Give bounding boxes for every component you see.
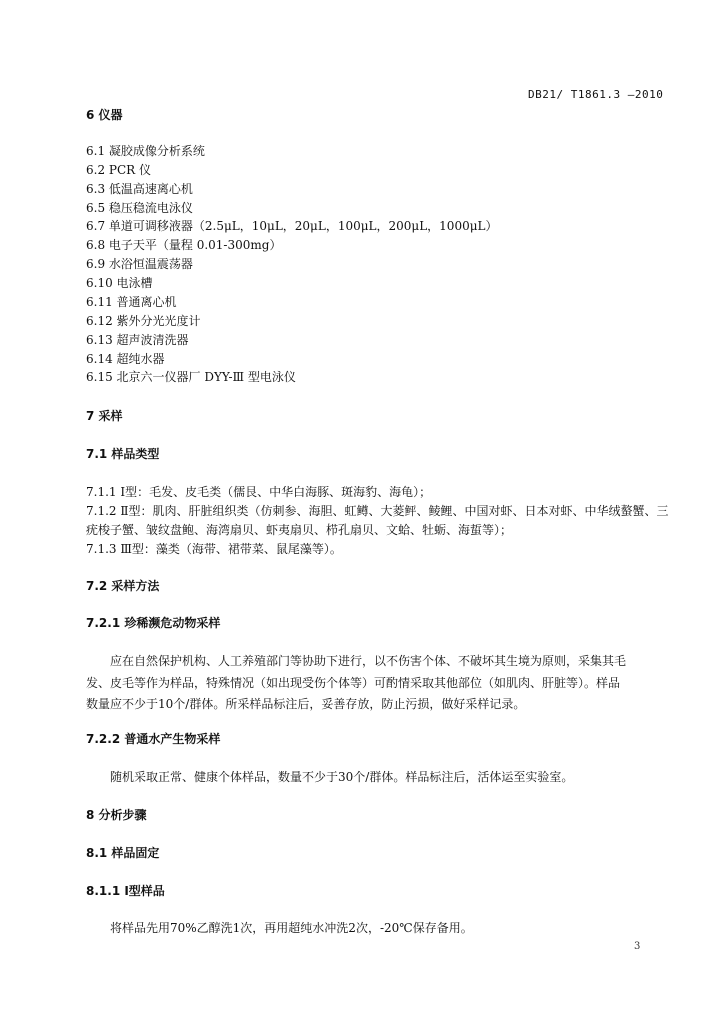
sample-type-line: 疣梭子蟹、皱纹盘鲍、海湾扇贝、虾夷扇贝、栉孔扇贝、文蛤、牡蛎、海蜇等）； bbox=[86, 523, 513, 537]
paragraph-line: 应在自然保护机构、人工养殖部门等协助下进行，以不伤害个体、不破坏其生境为原则，采集其毛 bbox=[110, 654, 627, 668]
instrument-item: 6.3 低温高速离心机 bbox=[86, 182, 193, 196]
sample-type-line: 7.1.1 Ⅰ型：毛发、皮毛类（儒艮、中华白海豚、斑海豹、海龟）； bbox=[86, 485, 432, 499]
section-7-2-1-heading: 7.2.1 珍稀濒危动物采样 bbox=[86, 616, 221, 630]
section-6-heading: 6 仪器 bbox=[86, 108, 123, 122]
document-code-header: DB21/ T1861.3 —2010 bbox=[528, 88, 664, 101]
page-number: 3 bbox=[634, 941, 641, 952]
section-7-1-heading: 7.1 样品类型 bbox=[86, 447, 160, 461]
instrument-item: 6.1 凝胶成像分析系统 bbox=[86, 144, 205, 158]
section-8-1-heading: 8.1 样品固定 bbox=[86, 846, 160, 860]
sample-type-line: 7.1.2 Ⅱ型：肌肉、肝脏组织类（仿刺参、海胆、虹鳟、大菱鲆、鲮鲤、中国对虾、日本对虾、中华绒螯蟹、三 bbox=[86, 504, 669, 518]
sample-type-line: 7.1.3 Ⅲ型：藻类（海带、裙带菜、鼠尾藻等）。 bbox=[86, 542, 342, 556]
instrument-item: 6.11 普通离心机 bbox=[86, 295, 177, 309]
paragraph-line: 发、皮毛等作为样品，特殊情况（如出现受伤个体等）可酌情采取其他部位（如肌肉、肝脏等）。样品 bbox=[86, 676, 621, 690]
instrument-item: 6.15 北京六一仪器厂 DYY-Ⅲ 型电泳仪 bbox=[86, 370, 296, 384]
paragraph-text: 将样品先用70%乙醇洗1次，再用超纯水冲洗2次，-20℃保存备用。 bbox=[110, 921, 473, 935]
instrument-item: 6.9 水浴恒温震荡器 bbox=[86, 257, 193, 271]
section-7-2-2-heading: 7.2.2 普通水产生物采样 bbox=[86, 732, 221, 746]
instrument-item: 6.12 紫外分光光度计 bbox=[86, 314, 201, 328]
instrument-item: 6.2 PCR 仪 bbox=[86, 163, 152, 177]
paragraph-line: 数量应不少于10个/群体。所采样品标注后，妥善存放，防止污损，做好采样记录。 bbox=[86, 697, 526, 711]
section-8-1-1-heading: 8.1.1 Ⅰ型样品 bbox=[86, 884, 165, 898]
paragraph-text: 随机采取正常、健康个体样品，数量不少于30个/群体。样品标注后，活体运至实验室。 bbox=[110, 770, 574, 784]
instrument-item: 6.10 电泳槽 bbox=[86, 276, 153, 290]
instrument-item: 6.7 单道可调移液器（2.5μL，10μL，20μL，100μL，200μL，1000μL） bbox=[86, 219, 498, 233]
section-8-heading: 8 分析步骤 bbox=[86, 808, 147, 822]
instrument-item: 6.13 超声波清洗器 bbox=[86, 333, 189, 347]
instrument-item: 6.8 电子天平（量程 0.01-300mg） bbox=[86, 238, 282, 252]
instrument-item: 6.14 超纯水器 bbox=[86, 352, 165, 366]
section-7-2-heading: 7.2 采样方法 bbox=[86, 579, 160, 593]
instrument-item: 6.5 稳压稳流电泳仪 bbox=[86, 201, 193, 215]
section-7-heading: 7 采样 bbox=[86, 409, 123, 423]
